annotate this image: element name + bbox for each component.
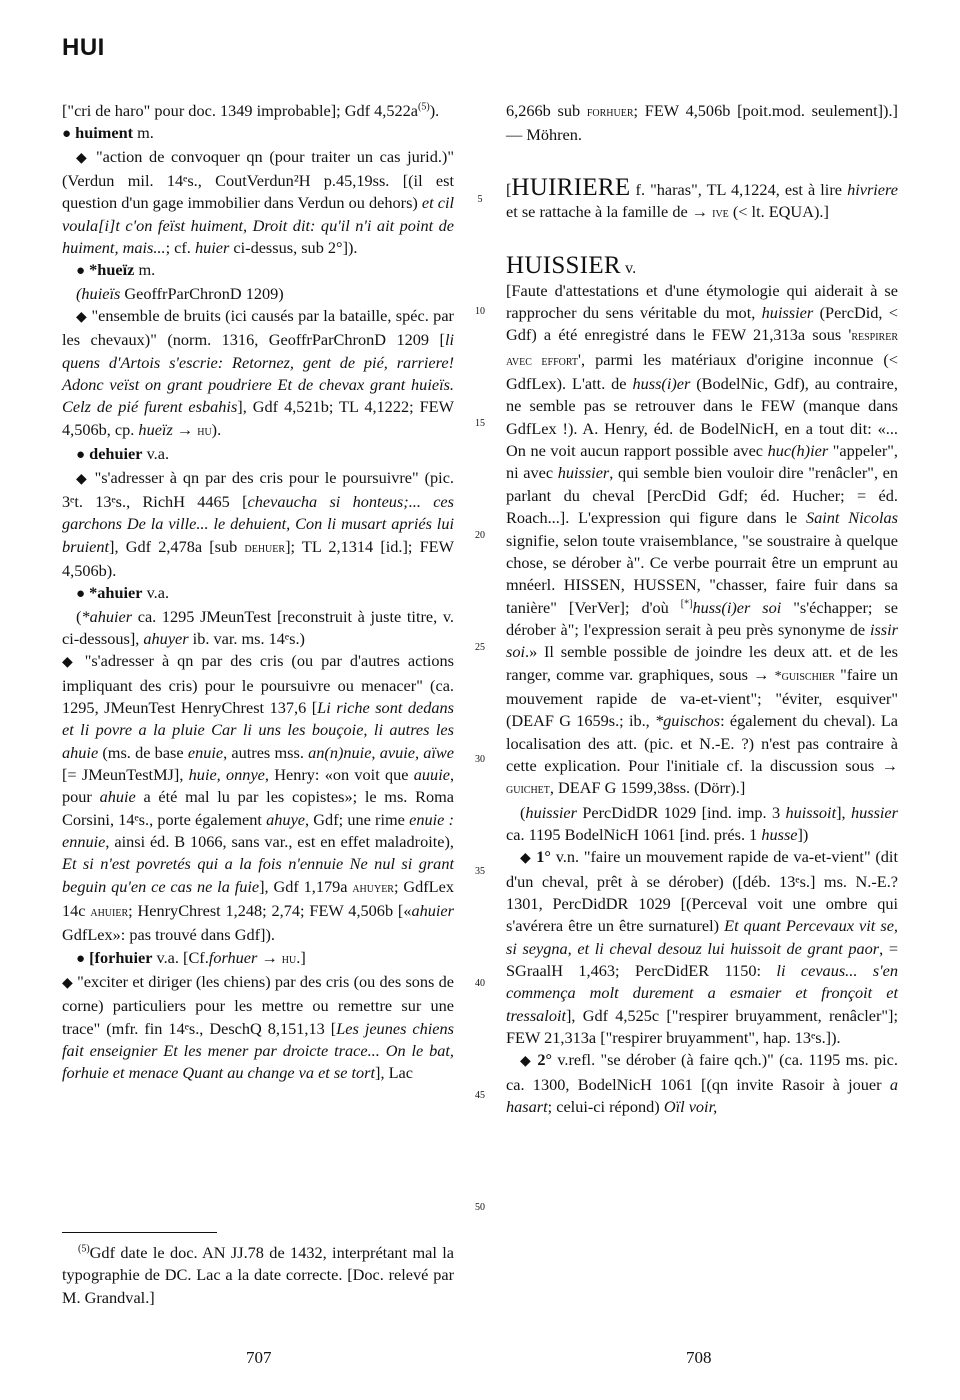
line-number: 35 bbox=[475, 866, 485, 877]
forms-ahuier: (*ahuier ca. 1295 JMeunTest [reconstruit à juste titre, v. ci-dessous], ahuyer ib. var. ms. 14ᵉs.) bbox=[62, 606, 454, 648]
diamond-icon: ◆ bbox=[62, 976, 73, 992]
running-head: HUI bbox=[62, 34, 105, 61]
line-number: 25 bbox=[475, 642, 485, 653]
line-number: 45 bbox=[475, 1090, 485, 1101]
sense-1-huissier: ◆ 1° v.n. "faire un mouvement rapide de va-et-vient" (dit d'un cheval, prêt à se dérober) ([déb. 13ᵉs.] ms. N.-E.? 1301, PercDidDR 1029 [(Perceval voit une ombre qui s'avérera être un être surnaturel) Et quant Percevaux vit se, si seygna, et li cheval desouz lui huissoit de grant paor, = SGraalH 1,463; PercDidER 1150: li cevaus... s'en commença molt durement a esmaier et fronçoit et tressaloit], Gdf 4,525c ["respirer bruyamment, renâcler"]; FEW 21,313a ["respirer bruyamment", hap. 13ᵉs.]). bbox=[506, 847, 899, 1048]
sense-2-huissier: ◆ 2° v.refl. "se dérober (à faire qch.)" (ca. 1195 ms. pic. ca. 1300, BodelNicH 1061 [(qn invite Rasoir à jouer a hasart; celui-ci répond) Oïl voir, bbox=[506, 1050, 898, 1117]
entry-continuation: ["cri de haro" pour doc. 1349 improbable]; Gdf $4,522a^{(5)}$). bbox=[62, 101, 440, 120]
bullet-icon: ● bbox=[76, 586, 86, 603]
bullet-icon: ● bbox=[76, 447, 86, 464]
lemma-ahuier: *ahuier bbox=[89, 583, 143, 603]
entry-huiment: ● huiment m. bbox=[62, 123, 154, 143]
footnote-text: Gdf date le doc. AN JJ.78 de 1432, interprétant mal la typographie de DC. Lac a la date correcte. [Doc. relevé par M. Grandval.] bbox=[62, 1243, 454, 1307]
forms-hueiz: (huieïs GeoffrParChronD 1209) bbox=[76, 283, 284, 303]
lemma-forhuier: [forhuier bbox=[89, 947, 153, 967]
forms-huissier: (huissier PercDidDR 1029 [ind. imp. 3 huissoit], hussier ca. 1195 BodelNicH 1061 [ind. prés. 1 husse]) bbox=[506, 802, 898, 844]
lemma-huiriere: HUIRIERE bbox=[511, 173, 631, 201]
line-number: 10 bbox=[475, 306, 485, 317]
bullet-icon: ● bbox=[76, 263, 86, 280]
diamond-icon: ◆ bbox=[62, 655, 77, 671]
page-number-right: 708 bbox=[686, 1348, 712, 1367]
lemma-hueiz: *hueïz bbox=[89, 260, 135, 280]
diamond-icon: ◆ bbox=[76, 150, 90, 166]
line-number: 20 bbox=[475, 530, 485, 541]
definition-ahuier: ◆ "s'adresser à qn par des cris (ou par d'autres actions impliquant des cris) pour le poursuivre ou menacer" (ca. 1295, JMeunTest HenryChrest 137,6 [Li riche sont dedans et li povre a la pluie Car li uns les bouçoie, li autres les ahuie (ms. de base enuie, autres mss. an(n)nuie, avuie, aïwe [= JMeunTestMJ], huie, onnye, Henry: «on voit que auuie, pour ahuie a été mal lu par les copistes»; le ms. Roma Corsini, 14ᵉs., porte également ahuye, Gdf; une rime enuie : ennuie, ainsi éd. B 1066, sans var., est en effet maladroite), Et si n'est povretés qui a la fois n'ennuie Ne nul si grant beguin qu'en ce cas ne la fuie], Gdf 1,179a ahuyer; GdfLex 14c ahuier; HenryChrest 1,248; 2,74; FEW 4,506b [«ahuier GdfLex»: pas trouvé dans Gdf]). bbox=[62, 651, 455, 945]
line-number: 30 bbox=[475, 754, 485, 765]
diamond-icon: ◆ bbox=[520, 1054, 533, 1070]
entry-continuation-right: 6,266b sub forhuer; FEW 4,506b [poit.mod. seulement]).] — Möhren. bbox=[506, 101, 898, 145]
definition-huiment: ◆ "action de convoquer qn (pour traiter un cas jurid.)" (Verdun mil. 14ᵉs., CoutVerdun²H p.45,19ss. [(il est question d'un gage immobilier dans Verdun ou dehors) et cil voula[i]t c'on feïst huiment, Droit dit: qu'il n'i ait point de huiment, mais...; cf. huier ci-dessus, sub 2°]). bbox=[62, 146, 455, 258]
bullet-icon: ● bbox=[76, 950, 86, 967]
definition-dehuier: ◆ "s'adresser à qn par des cris pour le poursuivre" (pic. 3ᵉt. 13ᵉs., RichH 4465 [chevaucha si honteus;... ces garchons De la ville... le dehuient, Con li musart apriés lui bruient], Gdf 2,478a [sub dehuer]; TL 2,1314 [id.]; FEW 4,506b). bbox=[62, 467, 454, 580]
definition-hueiz: ◆ "ensemble de bruits (ici causés par la bataille, spéc. par les chevaux)" (norm. 1316, GeoffrParChronD 1209 [li quens d'Artois s'escrie: Retornez, gent de pié, rarriere! Adonc veïst on grant poudriere Et de chevax grant huieïs. Celz de pié furent esbahis], Gdf 4,521b; TL 4,1222; FEW 4,506b, cp. hueïz → hu). bbox=[62, 306, 454, 439]
entry-ahuier: ● *ahuier v.a. bbox=[76, 583, 170, 603]
diamond-icon: ◆ bbox=[520, 851, 532, 867]
lemma-dehuier: dehuier bbox=[89, 444, 143, 464]
line-number: 15 bbox=[475, 418, 485, 429]
footnote-mark: (5) bbox=[78, 1243, 90, 1255]
definition-forhuier: ◆ "exciter et diriger (les chiens) par des cris (ou des sons de corne) particuliers pour les mettre ou remettre sur une trace" (mfr. fin 14ᵉs., DeschQ 8,151,13 [Les jeunes chiens fait enseignier Et les mener par droicte trace... On le bat, forhuie et menace Quant au change va et se tort], Lac bbox=[62, 972, 454, 1083]
diamond-icon: ◆ bbox=[76, 471, 89, 487]
entry-hueiz: ● *hueïz m. bbox=[76, 260, 156, 280]
entry-dehuier: ● dehuier v.a. bbox=[76, 444, 170, 464]
diamond-icon: ◆ bbox=[76, 310, 88, 326]
footnote bbox=[62, 1228, 454, 1309]
line-number: 5 bbox=[477, 194, 483, 205]
right-column bbox=[506, 100, 898, 1118]
entry-huissier-head: HUISSIER v. bbox=[506, 252, 637, 280]
lemma-huiment: huiment bbox=[75, 123, 134, 143]
line-number: 50 bbox=[475, 1202, 485, 1213]
page-number-left: 707 bbox=[246, 1348, 272, 1367]
entry-huiriere: [HUIRIERE f. "haras", TL 4,1224, est à lire hivriere et se rattache à la famille de → ive (< lt. EQUA).] bbox=[506, 173, 898, 222]
bullet-icon: ● bbox=[62, 126, 72, 143]
entry-forhuier: ● [forhuier v.a. [Cf.forhuer → hu.] bbox=[76, 947, 306, 967]
line-number: 40 bbox=[475, 978, 485, 989]
lemma-huissier: HUISSIER bbox=[506, 252, 621, 280]
left-column bbox=[62, 100, 454, 1085]
entry-huissier-intro: [Faute d'attestations et d'une étymologie qui aiderait à se rapprocher du sens véritable du mot, huissier (PercDid, < Gdf) a été enregistré dans le FEW 21,313a sous 'respirer avec effort', parmi les matériaux d'origine inconnue (< GdfLex). L'att. de huss(i)er (BodelNic, Gdf), au contraire, ne semble pas se retrouver dans le FEW (manque dans GdfLex !). A. Henry, éd. de BodelNicH, en a tout dit: «... On ne voit aucun rapport possible avec huc(h)ier "appeler", ni avec huissier, qui semble bien vouloir dire "renâcler", en parlant du cheval [PercDid Gdf; éd. Hucher; = éd. Roach...]. L'expression qui figure dans le Saint Nicolas signifie, selon toute vraisemblance, "se soustraire à quelque chose, se dérober à". Ce verbe pourrait être un emprunt au mnéerl. HISSEN, HUSSEN, "chasser, faire fuir dans sa tanière" [VerVer]; d'où [*]huss(i)er soi "s'échapper; se dérober à"; l'expression serait à peu près synonyme de issir soi.» Il semble possible de joindre les deux att. et de les ranger, comme var. graphiques, sous → *guischier "faire un mouvement rapide de va-et-vient"; "éviter, esquiver" (DEAF G 1659s.; ib., *guischos: également du cheval). La localisation des att. (pic. et N.-E. ?) n'est pas contraire à cette explication. Pour l'initiale cf. la discussion sous → guichet, DEAF G 1599,38ss. (Dörr).] bbox=[506, 280, 899, 798]
